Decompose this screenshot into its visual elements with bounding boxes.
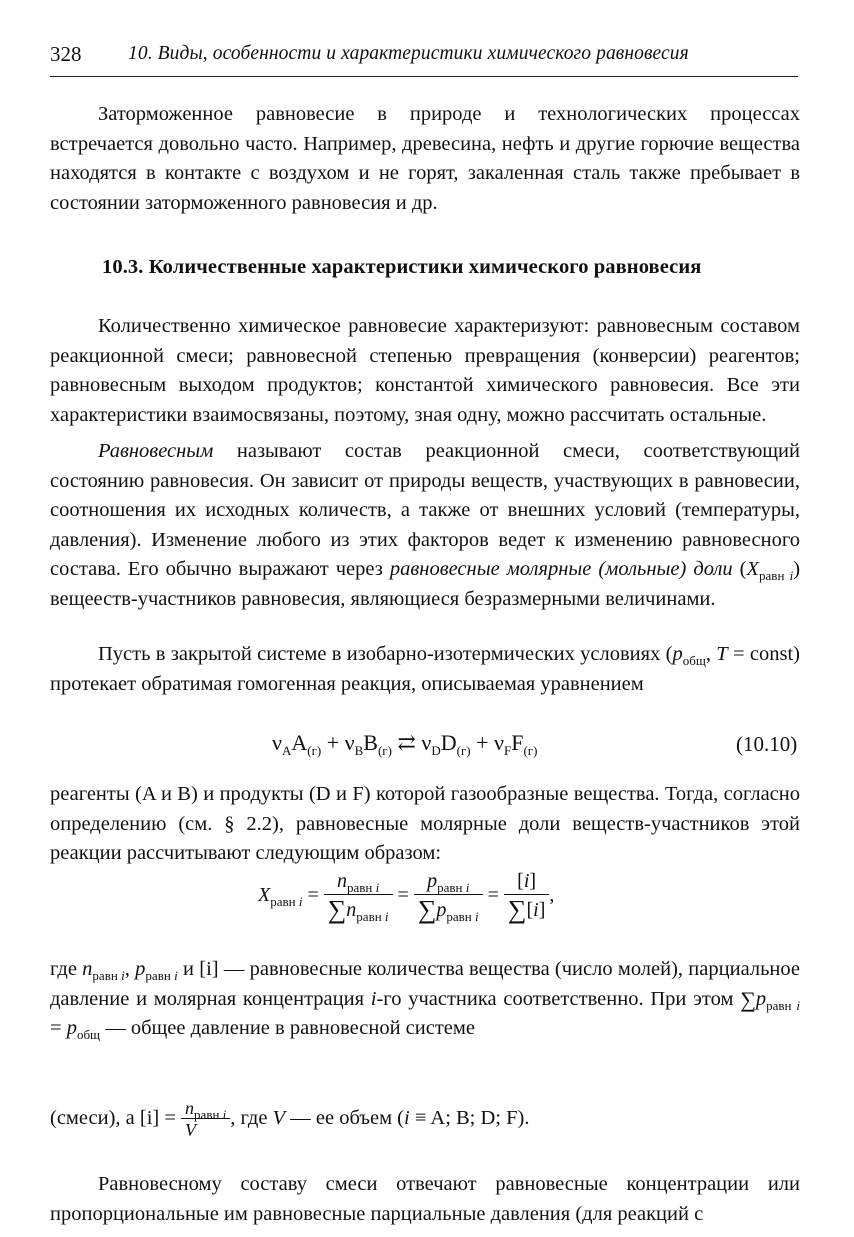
paragraph-3-text-c: = const) протекает обратимая гомогенная реакция, описываемая уравнением [50,643,800,695]
reaction-equation: $\nu_AA_{(г)} + \nu_BB_{(г)}$ ⇄ $\nu_DD_{(г)} + \nu_FF_{(г)}$ [272,730,538,758]
paragraph-3-text-a: Пусть в закрытой системе в изобарно-изотермических условиях ( [98,643,673,665]
paragraph-2-text-b: вещееств-участников равновесия, являющиеся безразмерными величинами. [50,587,716,610]
paragraph-1-block [50,312,800,430]
mole-fraction-formula: $X_{равн i}$ = $\frac{n_{равн i}}{\sum n_{равн i}}$ = $\frac{p_{равн i}}{\sum p_{равн i}}$ = $\frac{[i]}{\sum[i]}$ , [258,870,555,924]
section-heading: 10.3. Количественные характеристики химического равновесия [102,256,702,278]
paragraph-2-block [50,437,800,614]
paragraph-4: реагенты (A и B) и продукты (D и F) которой газообразные вещества. Тогда, согласно определению (см. § 2.2), равновесные молярные доли веществ-участников этой реакции рассчитывают следующим образом: [50,783,800,864]
term-equilibrium: Равновесным [98,440,214,462]
paragraph-5: где $n_{равн i}$, $p_{равн i}$ и [i] — равновесные количества вещества (число молей), парциальное давление и молярная концентрация i-го участника соответственно. При этом $\sum p_{равн i} = p_{общ}$ — общее давление в равновесной системе [50,958,800,1042]
paragraph-5-block [50,955,800,1044]
paragraph-4-block [50,780,800,869]
paragraph-6-block [50,1098,800,1141]
page-header [50,40,798,77]
paragraph-3-block [50,640,800,699]
paragraph-1: Количественно химическое равновесие характеризуют: равновесным составом реакционной смеси; равновесной степенью превращения (конверсии) реагентов; равновесным выходом продуктов; константой химического равновесия. Все эти характеристики взаимосвязаны, поэтому, зная одну, можно рассчитать остальные. [50,315,800,426]
paragraph-6: (смеси), а [i] = $\frac{n_{равн i}}{V}$ , где V — ее объем (i ≡ A; B; D; F). [50,1098,530,1140]
paragraph-7-block [50,1170,800,1229]
paragraph-7: Равновесному составу смеси отвечают равновесные концентрации или пропорциональные им равновесные парциальные давления (для реакций с [50,1173,800,1225]
paragraph-3: Пусть в закрытой системе в изобарно-изотермических условиях ($p_{общ}$, T = const) протекает обратимая гомогенная реакция, описываемая уравнением [50,643,800,695]
running-title: 10. Виды, особенности и характеристики химического равновесия [128,43,689,64]
paragraph-2-text-a: называют состав реакционной смеси, соответствующий состоянию равновесия. Он зависит от природы веществ, участвующих в равновесии, соотношения их исходных количеств, а также от внешних условий (температуры, давления). Изменение любого из этих факторов ведет к изменению равновесного состава. Его обычно выражают через [50,440,800,580]
intro-paragraph: Заторможенное равновесие в природе и технологических процессах встречается довольно часто. Например, древесина, нефть и другие горючие вещества находятся в контакте с воздухом и не горят, закаленная сталь также пребывает в состоянии заторможенного равновесия и др. [50,103,800,214]
equation-number: (10.10) [736,732,798,756]
intro-paragraph-block [50,100,800,218]
paragraph-2: Равновесным называют состав реакционной смеси, соответствующий состоянию равновесия. Он зависит от природы веществ, участвующих в равновесии, соотношения их исходных количеств, а также от внешних условий (температуры, давления). Изменение любого из этих факторов ведет к изменению равновесного состава. Его обычно выражают через равновесные молярные (мольные) доли $(X_{равн i})$ вещееств-участников равновесия, являющиеся безразмерными величинами. [50,440,801,610]
term-mole-fraction: равновесные молярные (мольные) доли [389,558,733,580]
page-number: 328 [50,42,82,66]
